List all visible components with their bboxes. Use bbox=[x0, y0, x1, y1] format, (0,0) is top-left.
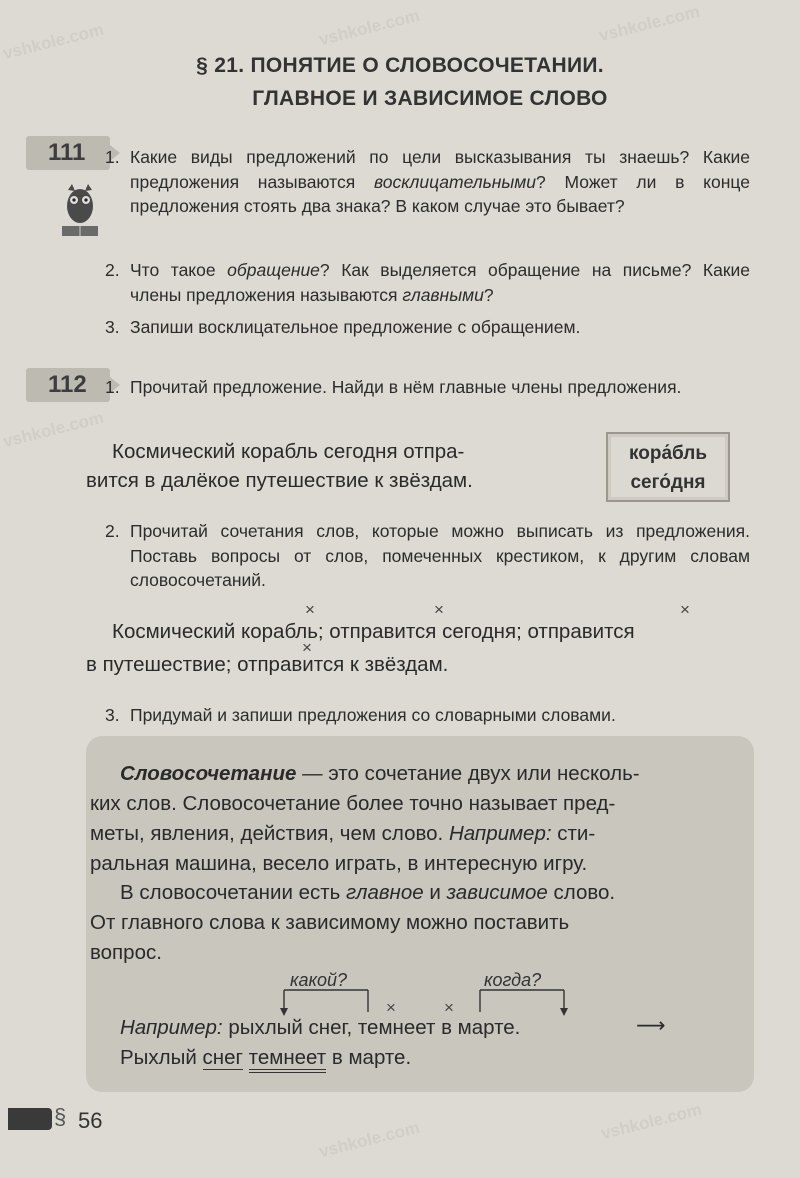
watermark: vshkole.com bbox=[317, 1117, 422, 1162]
rule-paragraph-2-line-2: От главного слова к зависимому можно поставить bbox=[90, 911, 570, 934]
cross-mark: × bbox=[305, 600, 315, 619]
sentence-line-1: Космический корабль сегодня отпра- bbox=[112, 440, 465, 463]
cross-mark: × bbox=[444, 998, 454, 1017]
ex112-question-2: 2. Прочитай сочетания слов, которые можно выписать из предложения. Поставь вопросы от слов, помеченных крестиком, к другим словам словосочетаний. bbox=[105, 521, 750, 590]
exercise-number-111: 111 bbox=[26, 136, 110, 170]
page-number: 56 bbox=[78, 1108, 103, 1133]
rule-paragraph-2-line-3: вопрос. bbox=[90, 941, 162, 964]
cross-mark: × bbox=[302, 638, 312, 657]
owl-reading-icon bbox=[60, 182, 100, 242]
cross-mark: × bbox=[434, 600, 444, 619]
watermark: vshkole.com bbox=[597, 1, 702, 46]
cross-mark: × bbox=[680, 600, 690, 619]
ex112-question-3: 3. Придумай и запиши предложения со словарными словами. bbox=[105, 705, 616, 725]
question-label-what-kind: какой? bbox=[290, 970, 348, 990]
sentence-line-2: вится в далёкое путешествие к звёздам. bbox=[86, 469, 473, 492]
page-corner-bar bbox=[8, 1108, 52, 1130]
section-title: § 21. ПОНЯТИЕ О СЛОВОСОЧЕТАНИИ. bbox=[196, 54, 604, 77]
cross-mark: × bbox=[386, 998, 396, 1017]
dictionary-word: сего́дня bbox=[630, 472, 706, 493]
dictionary-word: кора́бль bbox=[628, 443, 708, 464]
exercise-number-112: 112 bbox=[26, 368, 110, 402]
section-subtitle: ГЛАВНОЕ И ЗАВИСИМОЕ СЛОВО bbox=[252, 87, 608, 110]
ex112-question-1: 1. Прочитай предложение. Найди в нём главные члены предложения. bbox=[105, 377, 682, 397]
word-combinations-line-2: в путешествие; отправится к звёздам. bbox=[86, 653, 449, 676]
ex111-question-3: 3. Запиши восклицательное предложение с обращением. bbox=[105, 317, 581, 337]
ex111-question-2: 2. Что такое обращение? Как выделяется обращение на письме? Какие члены предложения называются главными? bbox=[105, 260, 750, 305]
rule-definition-line-3: меты, явления, действия, чем слово. Например: сти- bbox=[90, 822, 596, 845]
predicate-underlined: темнеет bbox=[249, 1046, 327, 1073]
example-line: Например: рыхлый снег, темнеет в марте. bbox=[120, 1016, 521, 1039]
rule-definition-line-2: ких слов. Словосочетание более точно называет пред- bbox=[90, 792, 616, 815]
dictionary-words-box bbox=[606, 432, 730, 502]
rule-paragraph-2-line-1: В словосочетании есть главное и зависимое слово. bbox=[120, 881, 616, 904]
watermark: vshkole.com bbox=[599, 1099, 704, 1144]
subject-underlined: снег bbox=[202, 1046, 243, 1069]
watermark: vshkole.com bbox=[1, 407, 106, 452]
rule-definition-line-1: Словосочетание — это сочетание двух или несколь- bbox=[120, 762, 640, 785]
arrow-right-icon: ⟶ bbox=[636, 1014, 666, 1037]
word-combinations-line-1: Космический корабль; отправится сегодня; отправится bbox=[112, 620, 635, 643]
example-sentence: Рыхлый снег темнеет в марте. bbox=[120, 1043, 411, 1073]
book-ornament-icon: § bbox=[54, 1104, 67, 1129]
watermark: vshkole.com bbox=[1, 19, 106, 64]
question-label-when: когда? bbox=[484, 970, 542, 990]
ex111-question-1: 1. Какие виды предложений по цели высказывания ты знаешь? Какие предложения называются восклицательными? Может ли в конце предложения стоять два знака? В каком случае это бывает? bbox=[105, 147, 750, 216]
rule-definition-line-4: ральная машина, весело играть, в интересную игру. bbox=[90, 852, 588, 875]
rule-term: Словосочетание bbox=[120, 762, 297, 785]
watermark: vshkole.com bbox=[317, 5, 422, 50]
